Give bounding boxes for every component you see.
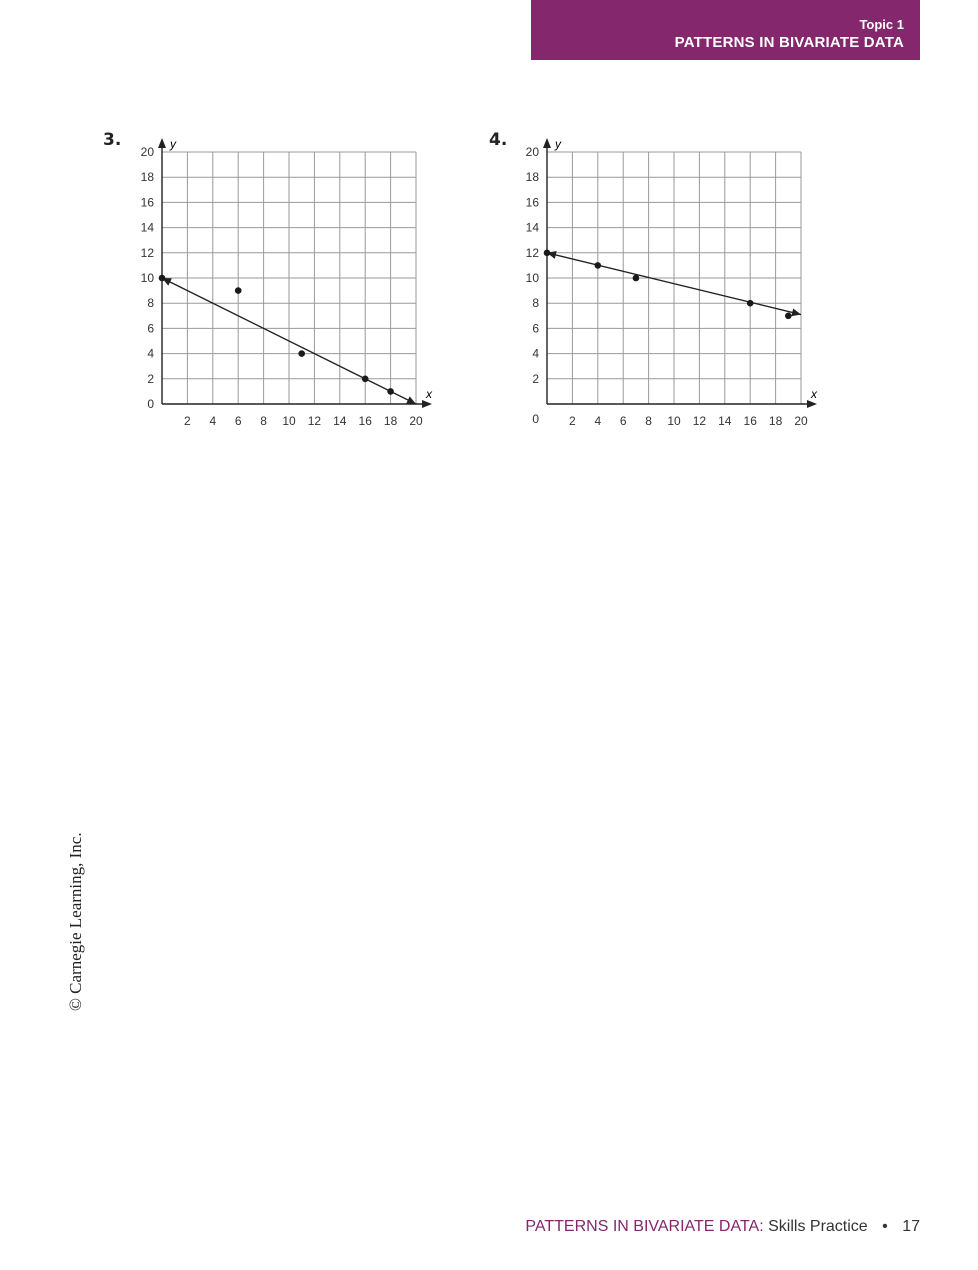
topic-title: PATTERNS IN BIVARIATE DATA	[674, 34, 904, 51]
y-tick-label: 0	[147, 397, 154, 411]
x-tick-label: 10	[667, 414, 681, 428]
x-axis-arrow	[807, 400, 817, 408]
data-point	[387, 388, 394, 395]
x-tick-label: 18	[768, 414, 783, 428]
y-tick-label: 18	[140, 170, 154, 185]
graph-problem-3	[130, 128, 450, 438]
data-point	[159, 275, 166, 282]
y-tick-label: 20	[140, 145, 154, 159]
x-tick-label: 8	[260, 414, 267, 428]
x-tick-label: 6	[619, 414, 627, 428]
x-tick-label: 12	[307, 414, 322, 428]
copyright-notice: © Carnegie Learning, Inc.	[66, 832, 85, 1011]
origin-label: 0	[532, 412, 539, 426]
x-tick-label: 16	[358, 414, 372, 428]
x-tick-label: 2	[184, 414, 191, 428]
y-tick-label: 18	[525, 170, 539, 185]
y-tick-label: 8	[147, 296, 154, 311]
y-tick-label: 16	[140, 195, 154, 210]
trend-line-arrow-end	[791, 309, 801, 317]
data-point	[298, 350, 305, 357]
y-tick-label: 14	[140, 220, 154, 235]
topic-banner	[531, 0, 920, 60]
y-axis-label: y	[555, 137, 561, 151]
page-footer	[525, 1218, 920, 1236]
problem-number-4: 4.	[489, 130, 508, 150]
x-tick-label: 16	[743, 414, 757, 428]
data-point	[747, 300, 754, 307]
x-tick-label: 14	[333, 414, 347, 428]
y-axis-label: y	[170, 137, 176, 151]
x-tick-label: 20	[794, 414, 808, 428]
page-number: 17	[902, 1218, 920, 1235]
topic-label: Topic 1	[859, 17, 904, 32]
y-tick-label: 12	[525, 245, 539, 260]
y-tick-label: 2	[532, 371, 539, 386]
x-tick-label: 14	[718, 414, 732, 428]
scatter-chart-3	[130, 128, 450, 438]
x-tick-label: 10	[282, 414, 296, 428]
y-tick-label: 2	[147, 371, 154, 386]
footer-topic: PATTERNS IN BIVARIATE DATA:	[525, 1218, 764, 1235]
x-tick-label: 2	[569, 414, 576, 428]
y-tick-label: 12	[140, 245, 154, 260]
scatter-chart-4	[515, 128, 835, 438]
footer-section: Skills Practice	[768, 1218, 868, 1235]
x-tick-label: 20	[409, 414, 423, 428]
x-axis-label: x	[811, 387, 817, 401]
data-point	[544, 250, 551, 257]
y-axis-arrow	[158, 138, 166, 148]
y-tick-label: 14	[525, 220, 539, 235]
data-point	[785, 313, 792, 320]
y-tick-label: 10	[525, 271, 539, 285]
y-tick-label: 4	[147, 346, 154, 361]
x-tick-label: 4	[594, 414, 602, 428]
y-tick-label: 4	[532, 346, 539, 361]
y-tick-label: 16	[525, 195, 539, 210]
y-tick-label: 20	[525, 145, 539, 159]
x-tick-label: 6	[234, 414, 242, 428]
x-tick-label: 4	[209, 414, 217, 428]
data-point	[235, 287, 242, 294]
data-point	[595, 262, 602, 269]
problem-number-3: 3.	[103, 130, 122, 150]
data-point	[362, 376, 369, 383]
y-tick-label: 8	[532, 296, 539, 311]
x-tick-label: 8	[645, 414, 652, 428]
y-axis-arrow	[543, 138, 551, 148]
y-tick-label: 6	[532, 321, 539, 336]
data-point	[633, 275, 640, 282]
graph-problem-4	[515, 128, 835, 438]
x-axis-arrow	[422, 400, 432, 408]
x-tick-label: 18	[383, 414, 398, 428]
x-axis-label: x	[426, 387, 432, 401]
y-tick-label: 6	[147, 321, 154, 336]
y-tick-label: 10	[140, 271, 154, 285]
footer-separator: •	[882, 1218, 888, 1235]
x-tick-label: 12	[692, 414, 707, 428]
